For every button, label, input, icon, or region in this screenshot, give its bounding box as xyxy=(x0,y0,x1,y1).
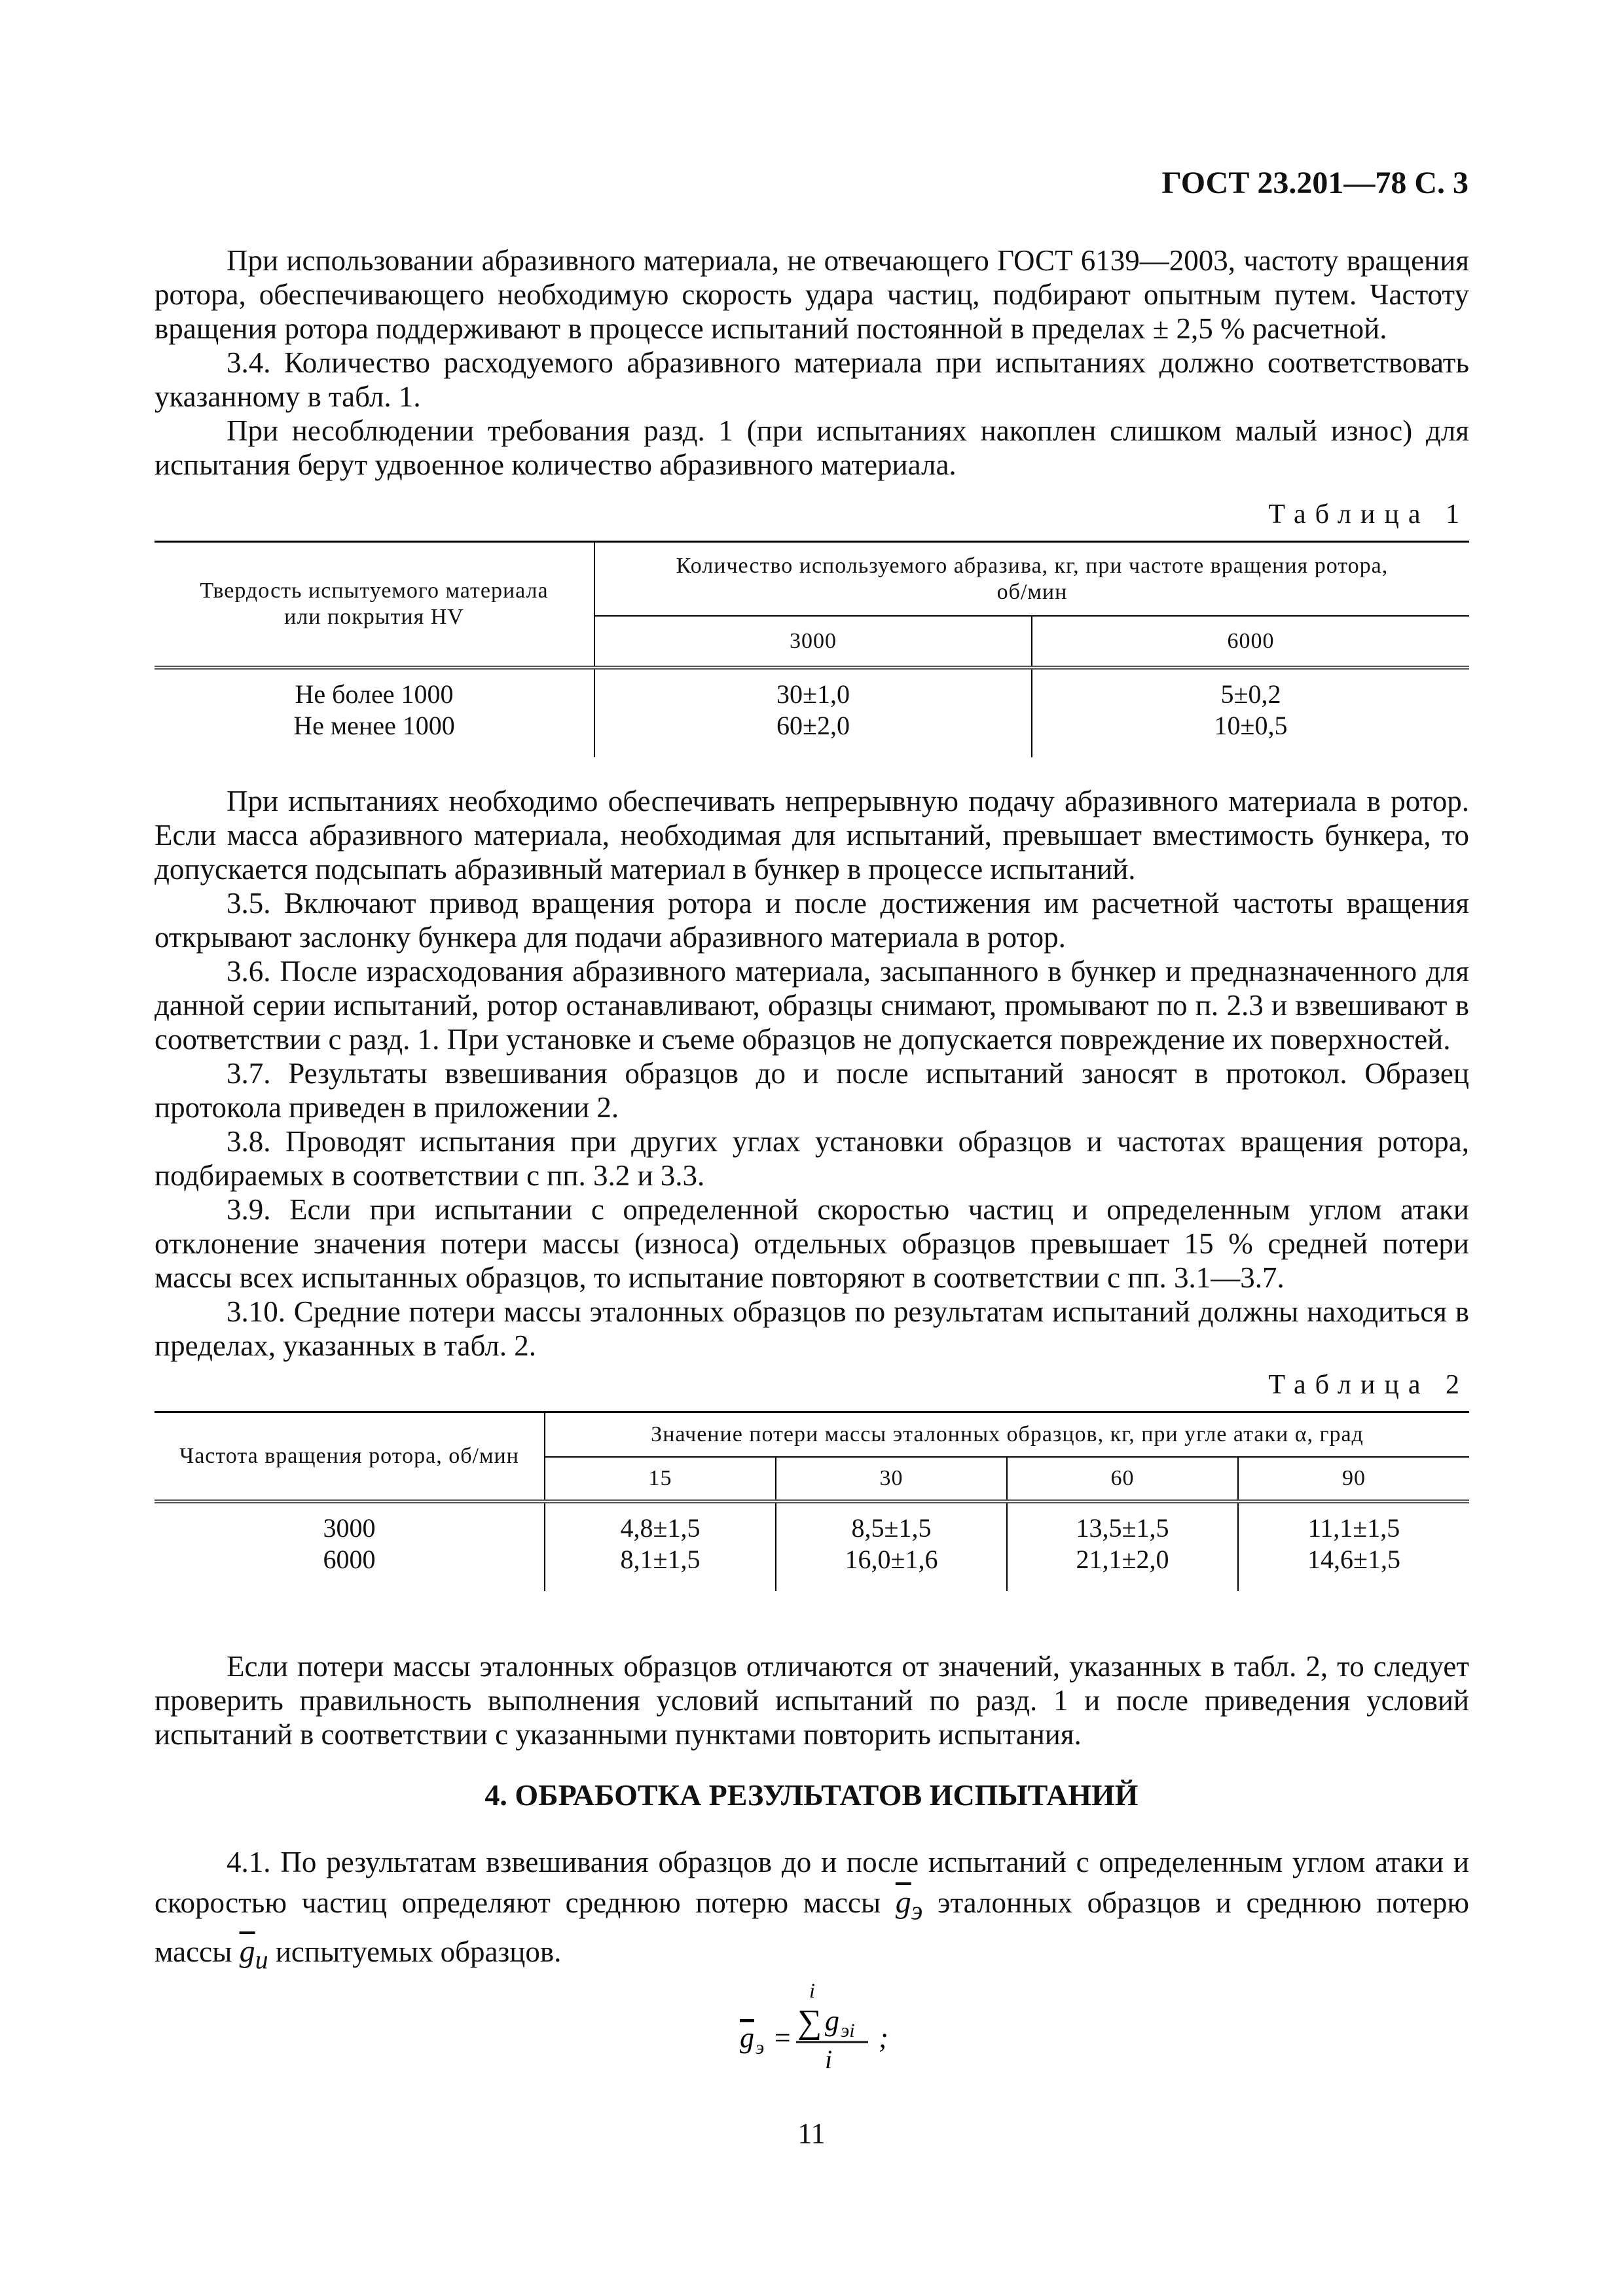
paragraph: 3.6. После израсходования абразивного материала, засыпанного в бункер и предназначенного для данной серии испытаний, ротор останавливают, образцы снимают, промывают по п. 2.3 и взвешивают в соответствии с разд. 1. При установке и съеме образцов не допускается повреждение их поверхностей. xyxy=(155,955,1469,1056)
table-header-row xyxy=(155,542,1469,617)
table-group-header: Значение потери массы эталонных образцов, кг, при угле атаки α, град xyxy=(545,1412,1469,1458)
cell-line: 8,1±1,5 xyxy=(620,1545,701,1574)
table-subheader-cell: 30 xyxy=(776,1457,1007,1501)
table2-caption: Таблица 2 xyxy=(1268,1370,1468,1400)
table-subheader-cell: 3000 xyxy=(594,616,1032,668)
table-cell xyxy=(1007,1501,1238,1591)
paragraph: При использовании абразивного материала, не отвечающего ГОСТ 6139—2003, частоту вращения ротора, обеспечивающего необходимую скорость удара частиц, подбирают опытным путем. Частоту вращения ротора поддерживают в процессе испытаний постоянной в пределах ± 2,5 % расчетной. xyxy=(155,244,1469,345)
text-block-d xyxy=(155,1842,1469,1980)
table-subheader-cell: 6000 xyxy=(1032,616,1469,668)
page-header: ГОСТ 23.201—78 С. 3 xyxy=(1161,166,1468,200)
cell-line: 16,0±1,6 xyxy=(845,1545,938,1574)
formula-sum-upper: i xyxy=(809,1979,815,2002)
paragraph: 3.10. Средние потери массы эталонных образцов по результатам испытаний должны находиться в пределах, указанных в табл. 2. xyxy=(155,1295,1469,1362)
cell-line: Не более 1000 xyxy=(295,679,454,709)
paragraph: 3.7. Результаты взвешивания образцов до и после испытаний заносят в протокол. Образец протокола приведен в приложении 2. xyxy=(155,1057,1469,1124)
cell-line: 14,6±1,5 xyxy=(1307,1545,1400,1574)
variable-symbol: $\overline{g}$ xyxy=(239,1933,255,1969)
paragraph: 3.4. Количество расходуемого абразивного материала при испытаниях должно соответствовать указанному в табл. 1. xyxy=(155,346,1469,413)
section-title: 4. ОБРАБОТКА РЕЗУЛЬТАТОВ ИСПЫТАНИЙ xyxy=(484,1778,1139,1812)
paragraph: 3.9. Если при испытании с определенной скоростью частиц и определенным углом атаки отклонение значения потери массы (износа) отдельных образцов превышает 15 % средней потери массы всех испытанных образцов, то испытание повторяют в соответствии с пп. 3.1—3.7. xyxy=(155,1193,1469,1294)
formula-lhs: g xyxy=(740,2022,754,2054)
cell-line: 10±0,5 xyxy=(1214,711,1288,740)
paragraph: При испытаниях необходимо обеспечивать непрерывную подачу абразивного материала в ротор. Если масса абразивного материала, необходимая для испытаний, превышает вместимость бункера, то допускается подсыпать абразивный материал в бункер в процессе испытаний. xyxy=(155,785,1469,886)
table-header-cell: Твердость испытуемого материала или покрытия HV xyxy=(155,542,594,668)
cell-line: 21,1±2,0 xyxy=(1076,1545,1169,1574)
table1-caption: Таблица 1 xyxy=(1268,499,1468,529)
page-number: 11 xyxy=(797,2117,826,2149)
table-cell xyxy=(594,668,1032,757)
paragraph: 3.5. Включают привод вращения ротора и после достижения им расчетной частоты вращения открывают заслонку бункера для подачи абразивного материала в ротор. xyxy=(155,887,1469,954)
table-row xyxy=(155,1501,1469,1591)
variable-subscript: э xyxy=(911,1895,923,1926)
paragraph-4-1 xyxy=(155,1842,1469,1980)
formula-end: ; xyxy=(879,2022,888,2054)
formula-term: g xyxy=(825,2005,839,2037)
text-block-b xyxy=(155,784,1469,1363)
formula-equals: = xyxy=(773,2022,792,2054)
formula-lhs-sub: э xyxy=(756,2037,765,2058)
variable-g-i xyxy=(239,1933,268,1975)
text-block-c xyxy=(155,1649,1469,1751)
formula xyxy=(727,1970,923,2101)
cell-line: 8,5±1,5 xyxy=(851,1513,932,1543)
table-cell xyxy=(545,1501,776,1591)
table-subheader-cell: 90 xyxy=(1238,1457,1469,1501)
table-cell xyxy=(1032,668,1469,757)
table-1 xyxy=(155,541,1469,757)
paragraph: 3.8. Проводят испытания при других углах установки образцов и частотах вращения ротора, подбираемых в соответствии с пп. 3.2 и 3.3. xyxy=(155,1125,1469,1192)
cell-line: 6000 xyxy=(323,1545,376,1574)
cell-line: 3000 xyxy=(323,1513,376,1543)
table-group-header: Количество используемого абразива, кг, при частоте вращения ротора, об/мин xyxy=(594,542,1469,617)
text-block-a xyxy=(155,243,1469,482)
formula-term-sub: эi xyxy=(841,2020,855,2041)
table-cell xyxy=(1238,1501,1469,1591)
variable-subscript: и xyxy=(255,1945,268,1975)
table-header-cell: Частота вращения ротора, об/мин xyxy=(155,1412,545,1502)
table-2 xyxy=(155,1411,1469,1591)
table-cell xyxy=(776,1501,1007,1591)
paragraph: Если потери массы эталонных образцов отличаются от значений, указанных в табл. 2, то следует проверить правильность выполнения условий испытаний по разд. 1 и после приведения условий испытаний в соответствии с указанными пунктами повторить испытания. xyxy=(155,1650,1469,1751)
table-cell xyxy=(155,1501,545,1591)
text-run: 4.1. По результатам взвешивания образцов до и после испытаний с определенным углом атаки и скоростью частиц определяют среднюю потерю массы xyxy=(155,1846,1469,1919)
table-row xyxy=(155,668,1469,757)
text-run: эталонных образцов и среднюю потерю массы xyxy=(155,1886,1469,1968)
cell-line: 13,5±1,5 xyxy=(1076,1513,1169,1543)
paragraph: При несоблюдении требования разд. 1 (при испытаниях накоплен слишком малый износ) для испытания берут удвоенное количество абразивного материала. xyxy=(155,414,1469,481)
cell-line: 11,1±1,5 xyxy=(1307,1513,1400,1543)
formula-sum-symbol: ∑ xyxy=(797,2003,822,2041)
table-cell xyxy=(155,668,594,757)
variable-g-e xyxy=(895,1885,923,1926)
cell-line: 60±2,0 xyxy=(776,711,850,740)
text-run: испытуемых образцов. xyxy=(275,1935,562,1968)
cell-line: Не менее 1000 xyxy=(293,711,455,740)
formula-denominator: i xyxy=(825,2045,833,2074)
cell-line: 30±1,0 xyxy=(776,679,850,709)
table-subheader-cell: 15 xyxy=(545,1457,776,1501)
variable-symbol: $\overline{g}$ xyxy=(895,1885,911,1920)
cell-line: 4,8±1,5 xyxy=(620,1513,701,1543)
cell-line: 5±0,2 xyxy=(1220,679,1281,709)
table-subheader-cell: 60 xyxy=(1007,1457,1238,1501)
table-header-row xyxy=(155,1412,1469,1458)
